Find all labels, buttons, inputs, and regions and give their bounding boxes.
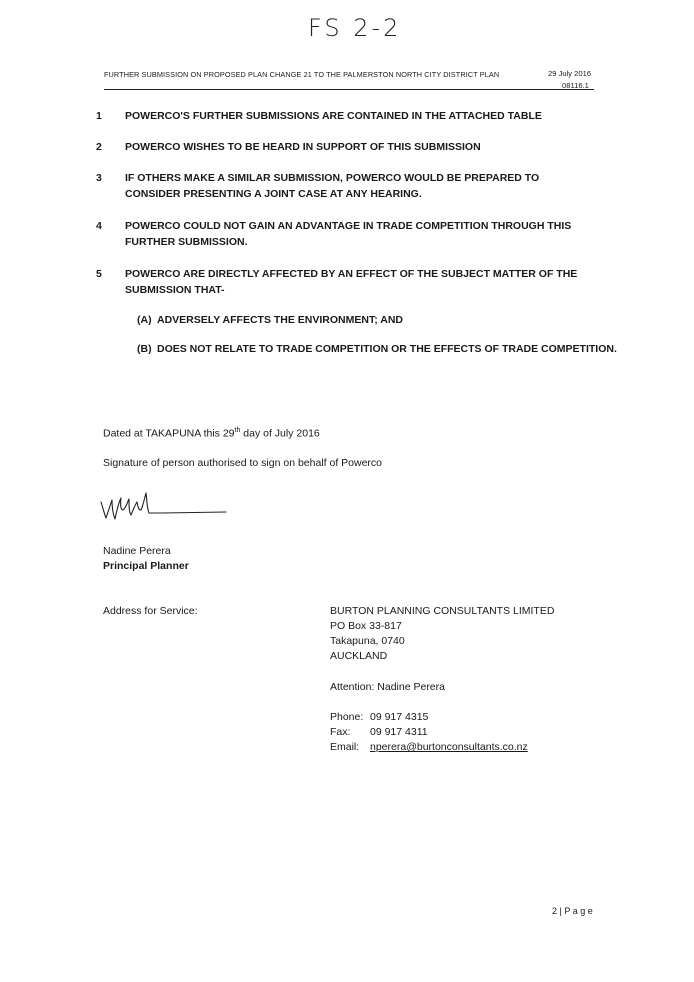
signer-name: Nadine Perera <box>103 545 171 557</box>
item-2-number: 2 <box>96 141 102 153</box>
email-link[interactable]: nperera@burtonconsultants.co.nz <box>370 741 528 753</box>
item-5-number: 5 <box>96 268 102 280</box>
item-4-text: POWERCO COULD NOT GAIN AN ADVANTAGE IN TRADE COMPETITION THROUGH THIS FURTHER SUBMISSION. <box>125 220 572 248</box>
item-2-text: POWERCO WISHES TO BE HEARD IN SUPPORT OF THIS SUBMISSION <box>125 141 481 153</box>
address-label: Address for Service: <box>103 605 198 617</box>
header-ref: 08116.1 <box>562 81 589 90</box>
item-3-number: 3 <box>96 172 102 184</box>
item-1-number: 1 <box>96 110 102 122</box>
subitem-b-text: DOES NOT RELATE TO TRADE COMPETITION OR THE EFFECTS OF TRADE COMPETITION. <box>157 343 617 355</box>
po-box: PO Box 33-817 <box>330 620 402 632</box>
email-label: Email: <box>330 741 360 753</box>
signature-caption: Signature of person authorised to sign on behalf of Powerco <box>103 457 383 469</box>
phone-value: 09 917 4315 <box>370 711 429 723</box>
attention-line: Attention: Nadine Perera <box>330 681 445 693</box>
fax-label: Fax: <box>330 726 351 738</box>
region: AUCKLAND <box>330 650 388 662</box>
item-5-text: POWERCO ARE DIRECTLY AFFECTED BY AN EFFECT OF THE SUBJECT MATTER OF THE SUBMISSION THAT- <box>125 268 578 296</box>
company-name: BURTON PLANNING CONSULTANTS LIMITED <box>330 605 555 617</box>
subitem-b-label: (B) <box>137 343 152 355</box>
subitem-a-text: ADVERSELY AFFECTS THE ENVIRONMENT; AND <box>157 314 403 326</box>
phone-label: Phone: <box>330 711 364 723</box>
signer-title: Principal Planner <box>103 560 189 572</box>
subitem-a-label: (A) <box>137 314 152 326</box>
item-1-text: POWERCO'S FURTHER SUBMISSIONS ARE CONTAINED IN THE ATTACHED TABLE <box>125 110 542 122</box>
page-footer: 2 | P a g e <box>552 906 593 916</box>
city: Takapuna, 0740 <box>330 635 405 647</box>
fax-value: 09 917 4311 <box>370 726 428 738</box>
header-divider <box>104 89 594 90</box>
signature-image <box>98 488 230 524</box>
item-3-text: IF OTHERS MAKE A SIMILAR SUBMISSION, POWERCO WOULD BE PREPARED TO CONSIDER PRESENTING A JOINT CASE AT ANY HEARING. <box>125 172 540 200</box>
handwritten-stamp: FS 2-2 <box>308 14 402 42</box>
header-title: FURTHER SUBMISSION ON PROPOSED PLAN CHANGE 21 TO THE PALMERSTON NORTH CITY DISTRICT PLAN <box>104 70 500 79</box>
header-date: 29 July 2016 <box>548 69 592 78</box>
dated-line: Dated at TAKAPUNA this 29th day of July 2016 <box>103 427 320 440</box>
item-4-number: 4 <box>96 220 102 232</box>
